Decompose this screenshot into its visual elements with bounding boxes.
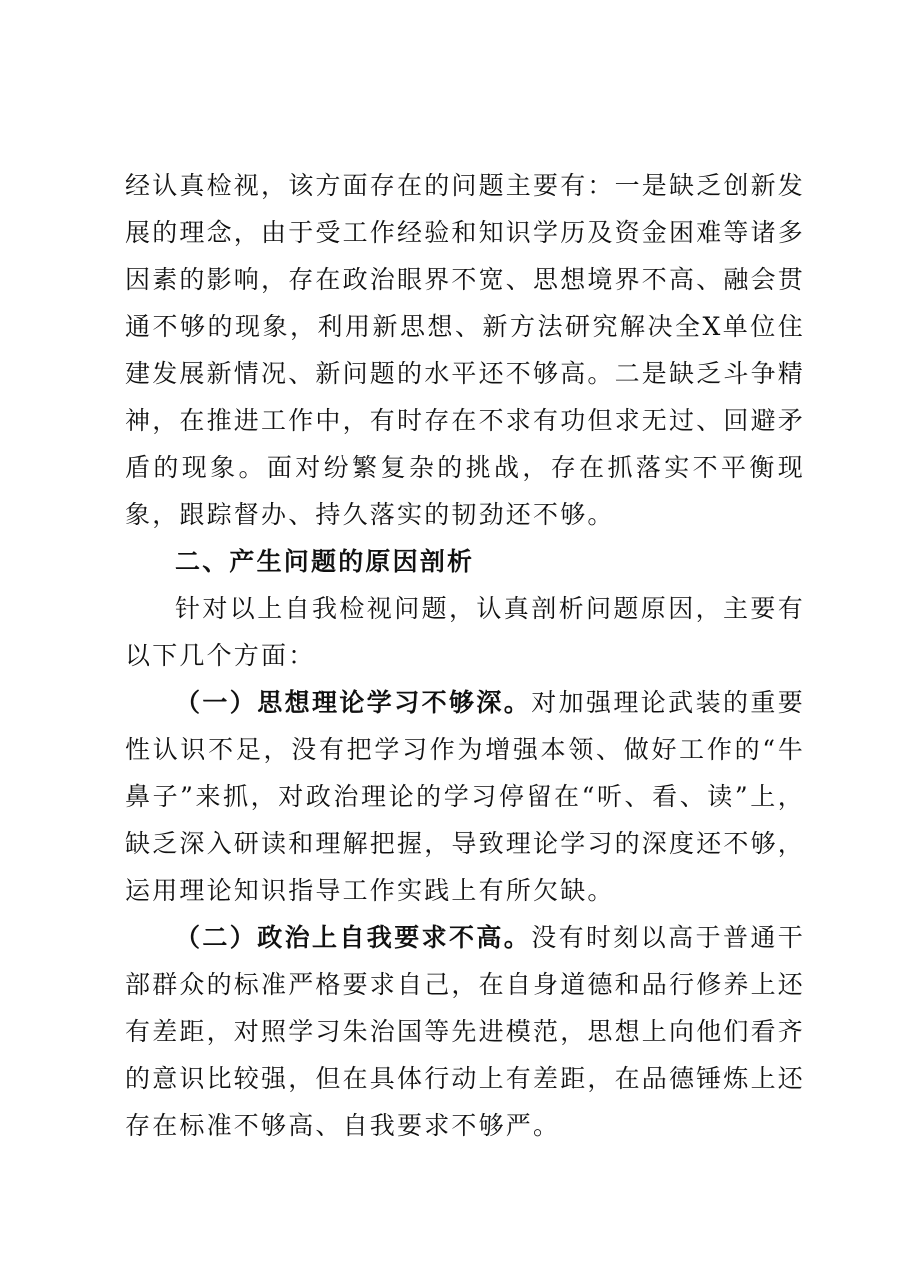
document-body — [125, 162, 805, 1149]
paragraph-item-1 — [125, 679, 805, 914]
paragraph-problems: 经认真检视，该方面存在的问题主要有：一是缺乏创新发展的理念，由于受工作经验和知识学历及资金困难等诸多因素的影响，存在政治眼界不宽、思想境界不高、融会贯通不够的现象，利用新思想、新方法研究解决全X单位住建发展新情况、新问题的水平还不够高。二是缺乏斗争精神，在推进工作中，有时存在不求有功但求无过、回避矛盾的现象。面对纷繁复杂的挑战，存在抓落实不平衡现象，跟踪督办、持久落实的韧劲还不够。 — [125, 171, 806, 529]
paragraph-intro: 针对以上自我检视问题，认真剖析问题原因，主要有以下几个方面： — [125, 594, 805, 670]
item-2-body: 没有时刻以高于普通干部群众的标准严格要求自己，在自身道德和品行修养上还有差距，对照学习朱治国等先进模范，思想上向他们看齐的意识比较强，但在具体行动上有差距，在品德锤炼上还存在标准不够高、自我要求不够严。 — [125, 923, 806, 1140]
paragraph-item-2 — [125, 914, 805, 1149]
item-1-title: （一）思想理论学习不够深。 — [175, 688, 532, 717]
item-1-body: 对加强理论武装的重要性认识不足，没有把学习作为增强本领、做好工作的“牛鼻子”来抓，对政治理论的学习停留在“听、看、读”上，缺乏深入研读和理解把握，导致理论学习的深度还不够，运用理论知识指导工作实践上有所欠缺。 — [125, 688, 806, 905]
section-heading-causes: 二、产生问题的原因剖析 — [175, 547, 475, 576]
item-2-title: （二）政治上自我要求不高。 — [175, 923, 532, 952]
